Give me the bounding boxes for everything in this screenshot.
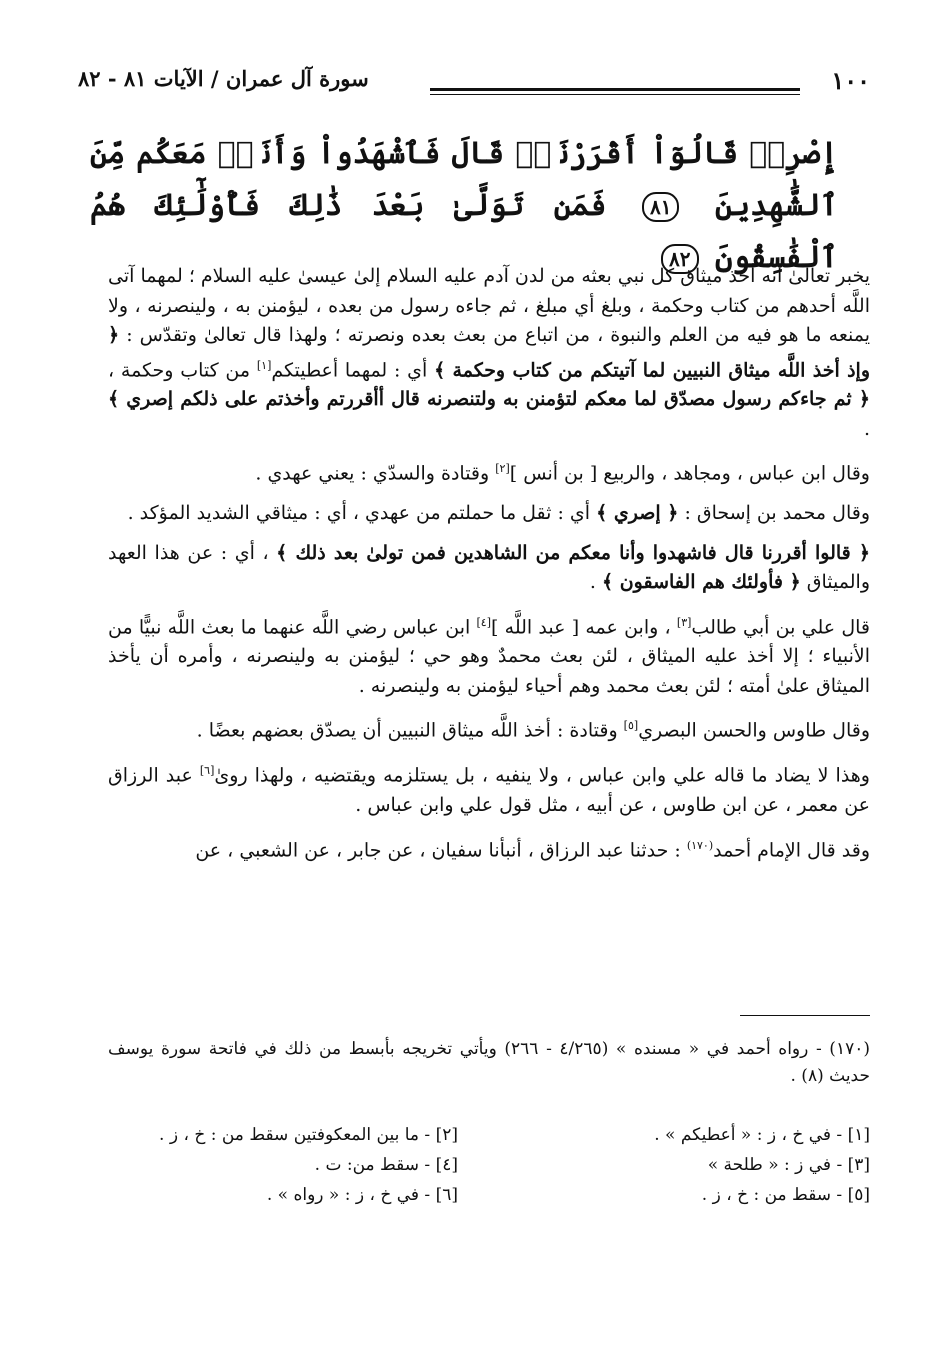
quote-run: ﴿ إصري ﴾ — [596, 502, 679, 525]
text-run: يخبر تعالىٰ أنه أخذ ميثاق كل نبي بعثه من لدن آدم عليه السلام إلىٰ عيسىٰ عليه السلام ؛ لمهما آتى اللَّه أحدهم من كتاب وحكمة ، وبلغ أي مبلغ ، ثم جاءه رسول من بعده ، ليؤمنن به ، ولينصرنه ، ولا يمنعه ما هو فيه من العلم والنبوة ، من اتباع من بعث بعده ونصرته ؛ ولهذا قال تعالىٰ وتقدّس : — [108, 265, 871, 346]
note-ref: [٣] — [676, 615, 692, 629]
note-ref: (١٧٠) — [686, 838, 714, 852]
note-ref: [٦] — [199, 764, 215, 778]
text-run: وقتادة : أخذ اللَّه ميثاق النبيين أن يصدّق بعضهم بعضًا . — [196, 719, 618, 742]
paragraph-7 — [108, 756, 870, 820]
text-run: وقال طاوس والحسن البصري — [638, 719, 870, 742]
paragraph-5 — [108, 608, 870, 702]
verse-text-1: إِصْرِيۖ قَالُوٓاْ أَقْرَرْنَاۚ قَالَ فَٱشْهَدُواْ وَأَنَا۠ مَعَكُم مِّنَ ٱلشَّٰهِدِينَ — [90, 136, 838, 223]
text-run: وهذا لا يضاد ما قاله علي وابن عباس ، ولا ينفيه ، بل يستلزمه ويقتضيه ، ولهذا روىٰ — [214, 764, 870, 787]
verse-text-2: فَمَن تَوَلَّىٰ بَعْدَ ذَٰلِكَ فَأُوْلَٰٓئِكَ هُمُ ٱلْفَٰسِقُونَ — [90, 188, 838, 275]
text-run: . — [863, 417, 870, 440]
variant-note-1: [١] - في خ ، ز : « أعطيكم » . — [654, 1125, 870, 1145]
text-run: وقتادة والسدّي : يعني عهدي . — [255, 462, 490, 485]
text-run: ، وابن عمه [ عبد اللَّه ] — [491, 615, 671, 638]
text-run: قال علي بن أبي طالب — [691, 615, 870, 638]
text-run: : حدثنا عبد الرزاق ، أنبأنا سفيان ، عن جابر ، عن الشعبي ، عن — [195, 838, 681, 861]
notes-column-right — [520, 1120, 870, 1210]
footnote-separator — [740, 1015, 870, 1016]
variant-note-2: [٢] - ما بين المعكوفتين سقط من : خ ، ز . — [159, 1125, 458, 1145]
commentary-text — [108, 262, 870, 875]
quran-verse — [90, 128, 838, 284]
text-run: وقال محمد بن إسحاق : — [684, 502, 870, 525]
quote-run: ﴿ وإذ أخذ اللَّه ميثاق النبيين لما آتيتكم من كتاب وحكمة ﴾ — [108, 324, 871, 381]
page-header — [78, 66, 870, 102]
running-title: سورة آل عمران / الآيات ٨١ - ٨٢ — [78, 66, 369, 91]
text-run: وقال ابن عباس ، ومجاهد ، والربيع [ بن أنس ] — [509, 462, 870, 485]
text-run: . — [589, 571, 596, 594]
text-run: من كتاب وحكمة ، — [108, 358, 251, 381]
quote-run: ﴿ قالوا أقررنا قال فاشهدوا وأنا معكم من الشاهدين فمن تولىٰ بعد ذلك ﴾ — [276, 541, 871, 564]
paragraph-1 — [108, 262, 870, 444]
variant-note-4: [٤] - سقط من: ت . — [314, 1155, 458, 1175]
note-ref: [١] — [256, 358, 272, 372]
text-run: أي : لمهما أعطيتكم — [271, 358, 428, 381]
page-number: ١٠٠ — [831, 66, 870, 95]
paragraph-2 — [108, 454, 870, 489]
variant-note-5: [٥] - سقط من : خ ، ز . — [701, 1185, 870, 1205]
paragraph-4 — [108, 539, 870, 598]
paragraph-3 — [108, 499, 870, 529]
note-ref: [٥] — [623, 719, 639, 733]
text-run: وقد قال الإمام أحمد — [713, 838, 870, 861]
text-run: عبد الرزاق عن معمر ، عن ابن طاوس ، عن أبيه ، مثل قول علي وابن عباس . — [108, 764, 870, 817]
paragraph-6 — [108, 711, 870, 746]
variant-note-3: [٣] - في ز : « طلحة » — [707, 1155, 870, 1175]
note-ref: [٤] — [476, 615, 492, 629]
text-run: أي : ثقل ما حملتم من عهدي ، أي : ميثاقي الشديد المؤكد . — [127, 502, 591, 525]
hadith-footnote: (١٧٠) - رواه أحمد في « مسنده » (٤/٢٦٥ - ٢٦٦) ويأتي تخريجه بأبسط من ذلك في فاتحة سورة يوسف حديث (٨) . — [108, 1039, 870, 1086]
ayah-marker-82: ٨٢ — [661, 244, 698, 274]
note-ref: [٢] — [495, 462, 510, 476]
header-rule — [430, 88, 800, 91]
quote-run: ﴿ ثم جاءكم رسول مصدّق لما معكم لتؤمنن به ولتنصرنه قال أأقررتم وأخذتم على ذلكم إصري ﴾ — [108, 388, 870, 411]
text-run: ابن عباس رضي اللَّه عنهما ما بعث اللَّه نبيًّا من الأنبياء ؛ إلا أخذ عليه الميثاق ، لئن بعث محمدٌ وهو حي ؛ ليؤمنن به ولينصرنه ، وأمره أن يأخذ الميثاق علىٰ أمته ؛ لئن بعث محمد وهم أحياء ليؤمنن به ولينصرنه . — [108, 615, 870, 697]
notes-column-left — [108, 1120, 458, 1210]
text-run: ، أي : عن هذا العهد والميثاق — [108, 541, 870, 594]
ayah-marker-81: ٨١ — [642, 192, 679, 222]
quote-run: ﴿ فأولئك هم الفاسقون ﴾ — [601, 571, 801, 594]
paragraph-8 — [108, 831, 870, 866]
variant-note-6: [٦] - في خ ، ز : « رواه » . — [266, 1185, 458, 1205]
